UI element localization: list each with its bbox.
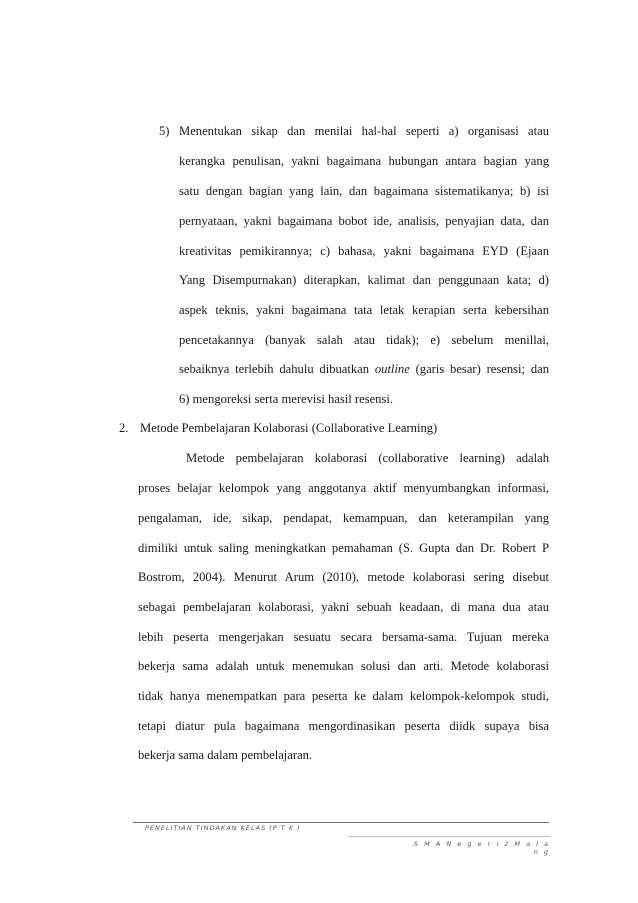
section-number-2: 2. [119,421,129,435]
paragraph-line: pengalaman, ide, sikap, pendapat, kemampuan, dan keterampilan yang [138,511,549,525]
paragraph-line: kerangka penulisan, yakni bagaimana hubungan antara bagian yang [179,154,549,168]
paragraph-line: Yang Disempurnakan) diterapkan, kalimat dan penggunaan kata; d) [179,273,549,287]
paragraph-line: bekerja sama adalah untuk menemukan solusi dan arti. Metode kolaborasi [138,659,549,673]
paragraph-line: pernyataan, yakni bagaimana bobot ide, analisis, penyajian data, dan [179,214,549,228]
footer-divider [133,822,549,823]
list-number-5: 5) [159,124,170,138]
footer-divider-secondary [348,836,550,837]
footer-school: S M A N e g e r i 2 M a l a n g [413,840,550,856]
footer-title: PENELITIAN TINDAKAN KELAS (P T K ) [145,824,301,832]
text-segment: (garis besar) resensi; dan [409,362,549,376]
italic-term-outline: outline [374,362,410,376]
paragraph-line: lebih peserta mengerjakan sesuatu secara bersama-sama. Tujuan mereka [138,630,549,644]
paragraph-line: tidak hanya menempatkan para peserta ke dalam kelompok-kelompok studi, [138,689,549,703]
paragraph-line: sebagai pembelajaran kolaborasi, yakni sebuah keadaan, di mana dua atau [138,600,549,614]
paragraph-line: 6) mengoreksi serta merevisi hasil resensi. [179,392,394,406]
paragraph-line: Menentukan sikap dan menilai hal-hal seperti a) organisasi atau [179,124,549,138]
text-segment: sebaiknya terlebih dahulu dibuatkan [179,362,375,376]
section-heading: Metode Pembelajaran Kolaborasi (Collaborative Learning) [140,421,438,435]
paragraph-line: proses belajar kelompok yang anggotanya aktif menyumbangkan informasi, [138,481,549,495]
paragraph-line-with-italic [179,361,549,377]
paragraph-line: satu dengan bagian yang lain, dan bagaimana sistematikanya; b) isi [179,184,549,198]
paragraph-line: aspek teknis, yakni bagaimana tata letak kerapian serta kebersihan [179,303,549,317]
paragraph-line: pencetakannya (banyak salah atau tidak); e) sebelum menillai, [179,333,549,347]
paragraph-line: bekerja sama dalam pembelajaran. [138,748,313,762]
paragraph-line: kreativitas pemikirannya; c) bahasa, yakni bagaimana EYD (Ejaan [179,244,549,258]
paragraph-line: Bostrom, 2004). Menurut Arum (2010), metode kolaborasi sering disebut [138,570,549,584]
paragraph-line: tetapi diatur pula bagaimana mengordinasikan peserta diidk supaya bisa [138,719,549,733]
paragraph-line: dimiliki untuk saling meningkatkan pemahaman (S. Gupta dan Dr. Robert P [138,541,549,555]
paragraph-line: Metode pembelajaran kolaborasi (collaborative learning) adalah [186,451,549,465]
